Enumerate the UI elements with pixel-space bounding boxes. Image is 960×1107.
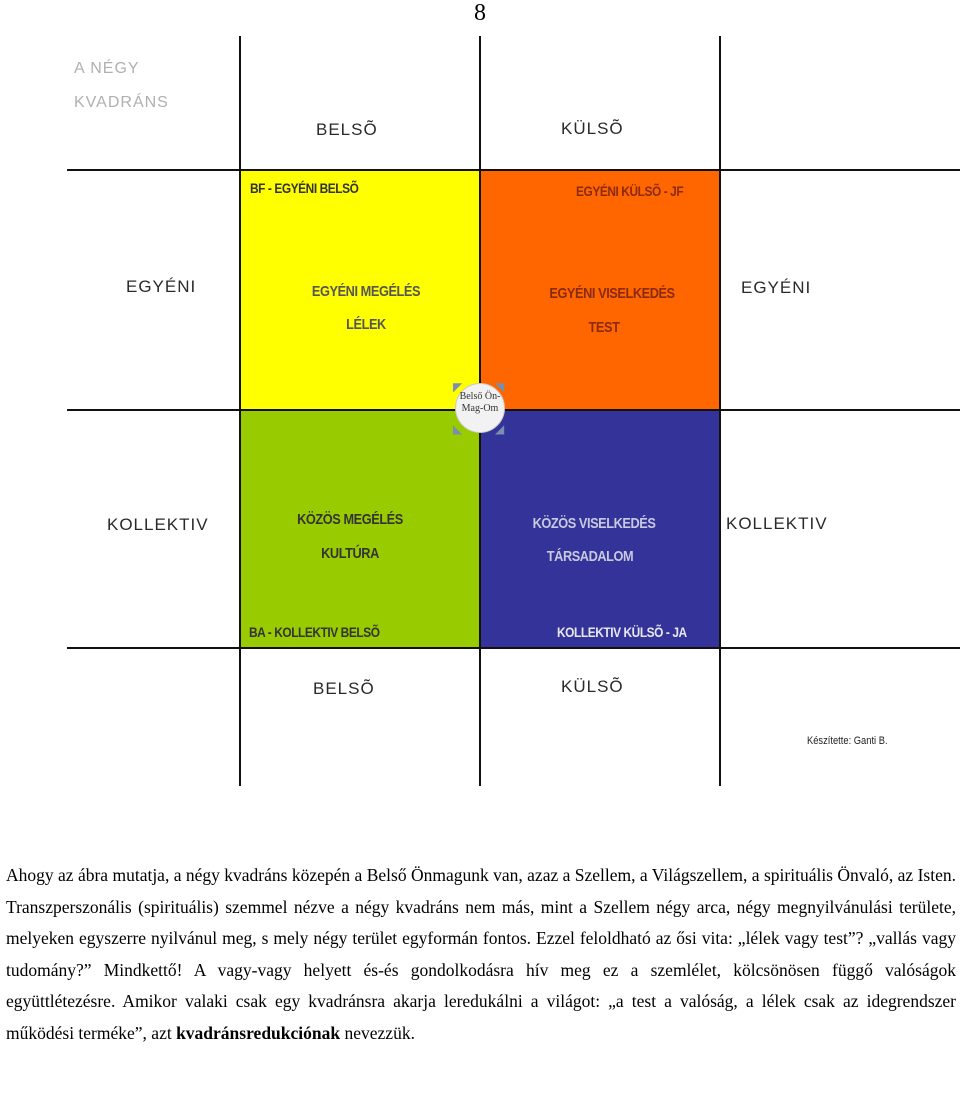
center-self-badge (453, 380, 505, 436)
grid-line-left (239, 36, 241, 786)
quadrant-upper-right-corner-label: EGYÉNI KÜLSÕ - JF (576, 183, 684, 199)
arrow-up-right-icon: ◥ (495, 380, 505, 394)
quadrant-lower-left-line2: KULTÚRA (321, 545, 379, 562)
quadrant-upper-left-line1: EGYÉNI MEGÉLÉS (311, 283, 421, 300)
figure-title-line1: A NÉGY (74, 60, 140, 77)
arrow-up-left-icon: ◤ (453, 380, 463, 394)
grid-line-bottom (67, 647, 960, 649)
quadrant-lower-left (241, 410, 480, 648)
center-label-line2: Mag-Om (461, 403, 499, 414)
body-paragraph (6, 860, 956, 1049)
paragraph-text-part2: nevezzük. (340, 1022, 415, 1043)
quadrant-lower-left-corner-label: BA - KOLLEKTIV BELSÕ (249, 624, 380, 640)
axis-label-left-upper: EGYÉNI (126, 277, 197, 296)
quadrant-lower-right-line1: KÖZÖS VISELKEDÉS (532, 515, 656, 532)
quadrant-lower-right-line2: TÁRSADALOM (546, 548, 634, 565)
quadrant-upper-left-line2: LÉLEK (346, 316, 386, 333)
axis-label-bottom-left: BELSÕ (313, 679, 375, 698)
quadrant-lower-right-corner-label: KOLLEKTIV KÜLSÕ - JA (557, 624, 687, 640)
axis-label-right-upper: EGYÉNI (741, 278, 812, 297)
center-label (455, 391, 505, 415)
quadrant-upper-right-line1: EGYÉNI VISELKEDÉS (549, 285, 675, 302)
quadrant-lower-left-line1: KÖZÖS MEGÉLÉS (297, 511, 403, 528)
axis-label-top-left: BELSÕ (316, 120, 378, 139)
axis-label-bottom-right: KÜLSÕ (561, 677, 624, 696)
grid-line-top (67, 169, 960, 171)
arrow-down-right-icon: ◢ (495, 422, 505, 436)
figure-title-line2: KVADRÁNS (74, 94, 169, 111)
grid-line-middle (67, 409, 960, 411)
center-label-line1: Belső Ön- (459, 391, 501, 402)
figure-credit: Készítette: Ganti B. (807, 735, 888, 747)
axis-label-right-lower: KOLLEKTIV (726, 514, 828, 533)
bold-term: kvadránsredukciónak (176, 1022, 341, 1043)
arrow-down-left-icon: ◣ (453, 422, 463, 436)
axis-label-left-lower: KOLLEKTIV (107, 515, 209, 534)
paragraph-text-part1: Ahogy az ábra mutatja, a négy kvadráns közepén a Belső Önmagunk van, azaz a Szellem, a Világszellem, a spirituális Önvaló, az Isten. Transzperszonális (spirituális) szemmel nézve a négy kvadráns nem más, mint a Szellem négy arca, négy megnyilvánulási területe, melyeken egyszerre nyilvánul meg, s mely négy terület egyformán fontos. Ezzel feloldható az ősi vita: „lélek vagy test”? „vallás vagy tudomány?” Mindkettő! A vagy-vagy helyett és-és gondolkodásra hív meg ez a szemlélet, kölcsönösen függő valóságok együttlétezésre. Amikor valaki csak egy kvadránsra akarja leredukálni a világot: „a test a valóság, a lélek csak az idegrendszer működési terméke”, azt (6, 865, 956, 1043)
quadrant-upper-right-line2: TEST (588, 319, 620, 336)
quadrant-upper-left-corner-label: BF - EGYÉNI BELSÕ (250, 180, 359, 196)
page-number: 8 (474, 0, 486, 26)
axis-label-top-right: KÜLSÕ (561, 119, 624, 138)
grid-line-right (719, 36, 721, 786)
